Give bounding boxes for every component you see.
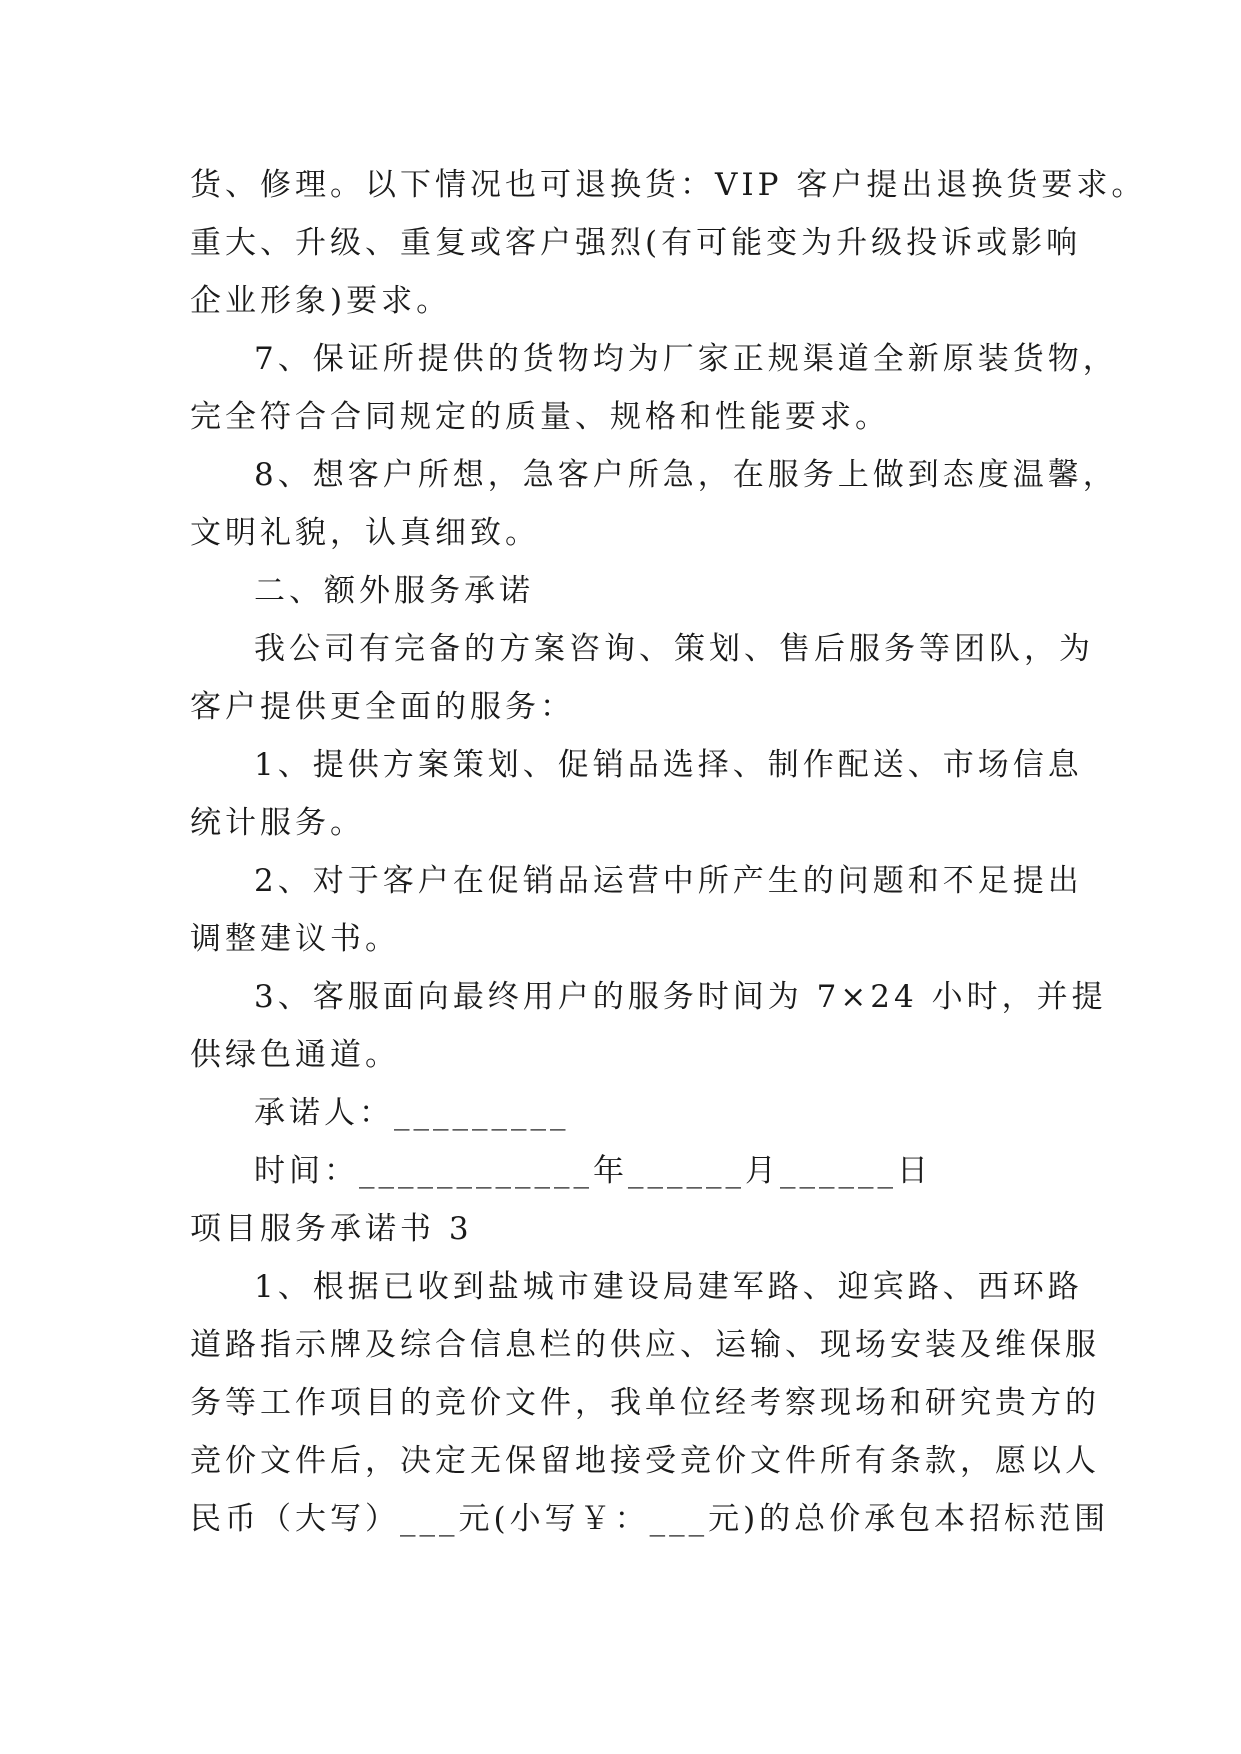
- text-line: 客户提供更全面的服务：: [190, 689, 575, 725]
- text-line: 3、客服面向最终用户的服务时间为 7×24 小时，并提: [254, 979, 1107, 1015]
- text-line: 完全符合合同规定的质量、规格和性能要求。: [190, 399, 890, 435]
- document-title: 项目服务承诺书 3: [190, 1211, 473, 1247]
- text-line: 供绿色通道。: [190, 1037, 400, 1073]
- signatory-line: 承诺人：_________: [254, 1095, 570, 1131]
- text-line: 务等工作项目的竞价文件，我单位经考察现场和研究贵方的: [190, 1385, 1100, 1421]
- text-line: 道路指示牌及综合信息栏的供应、运输、现场安装及维保服: [190, 1327, 1100, 1363]
- text-line: 竞价文件后，决定无保留地接受竞价文件所有条款，愿以人: [190, 1443, 1100, 1479]
- text-line: 7、保证所提供的货物均为厂家正规渠道全新原装货物，: [254, 341, 1118, 377]
- text-line: 我公司有完备的方案咨询、策划、售后服务等团队，为: [254, 631, 1094, 667]
- text-line: 文明礼貌，认真细致。: [190, 515, 540, 551]
- text-line: 民币（大写）___元(小写￥：___元)的总价承包本招标范围: [190, 1501, 1110, 1537]
- text-line: 1、根据已收到盐城市建设局建军路、迎宾路、西环路: [254, 1269, 1083, 1305]
- text-line: 调整建议书。: [190, 921, 400, 957]
- text-line: 2、对于客户在促销品运营中所产生的问题和不足提出: [254, 863, 1083, 899]
- text-line: 统计服务。: [190, 805, 365, 841]
- text-line: 8、想客户所想，急客户所急，在服务上做到态度温馨，: [254, 457, 1118, 493]
- text-line: 1、提供方案策划、促销品选择、制作配送、市场信息: [254, 747, 1083, 783]
- text-line: 企业形象)要求。: [190, 283, 452, 319]
- text-line: 货、修理。以下情况也可退换货：VIP 客户提出退换货要求。: [190, 167, 1147, 203]
- text-line: 重大、升级、重复或客户强烈(有可能变为升级投诉或影响: [190, 225, 1082, 261]
- section-heading: 二、额外服务承诺: [254, 573, 534, 609]
- date-line: 时间：____________年______月______日: [254, 1153, 932, 1189]
